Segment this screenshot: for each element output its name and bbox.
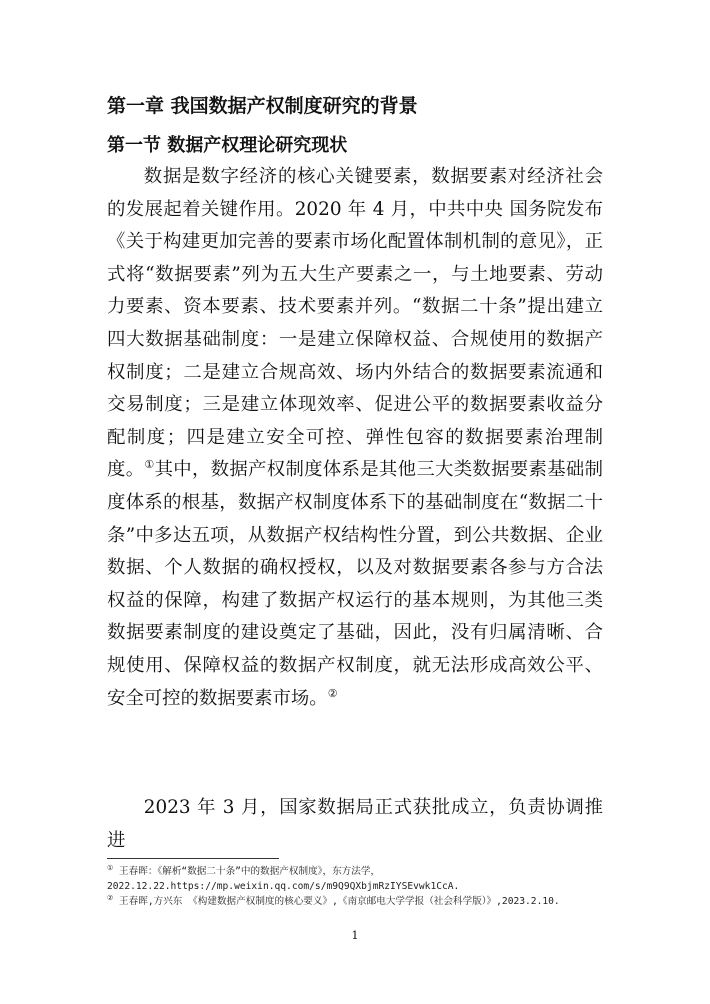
section-title: 第一节 数据产权理论研究现状 (107, 135, 348, 156)
footnote-ref-1[interactable]: ① (144, 458, 155, 472)
footnote-divider (107, 858, 279, 859)
footnote-2 (107, 894, 607, 909)
footnote-ref-2[interactable]: ② (327, 686, 338, 700)
chapter-title: 第一章 我国数据产权制度研究的背景 (107, 95, 418, 117)
body-paragraph-2: 2023 年 3 月，国家数据局正式获批成立，负责协调推进 (107, 797, 603, 851)
paragraph-1-text-b: 其中，数据产权制度体系是其他三大类数据要素基础制度体系的根基，数据产权制度体系下的基础制度在“数据二十条”中多达五项，从数据产权结构性分置，到公共数据、企业数据、个人数据的确权授权，以及对数据要素各参与方合法权益的保障，构建了数据产权运行的基本规则，为其他三类数据要素制度的建设奠定了基础，因此，没有归属清晰、合规使用、保障权益的数据产权制度，就无法形成高效公平、安全可控的数据要素市场。 (107, 459, 603, 709)
footnote-1 (107, 864, 607, 879)
footnote-1-text: 王春晖：《解析“数据二十条”中的数据产权制度》，东方法学， (113, 866, 381, 877)
footnote-1-continuation[interactable]: 2022.12.22.https://mp.weixin.qq.com/s/m9Q9QXbjmRzIYSEvwk1CcA. (107, 881, 460, 892)
footnote-2-text: 王春晖,方兴东 《构建数据产权制度的核心要义》,《南京邮电大学学报（社会科学版）》,2023.2.10. (113, 896, 560, 907)
paragraph-1-text-a: 数据是数字经济的核心关键要素，数据要素对经济社会的发展起着关键作用。2020 年 4 月，中共中央 国务院发布《关于构建更加完善的要素市场化配置体制机制的意见》，正式将“数据要素”列为五大生产要素之一，与土地要素、劳动力要素、资本要素、技术要素并列。“数据二十条”提出建立四大数据基础制度：一是建立保障权益、合规使用的数据产权制度；二是建立合规高效、场内外结合的数据要素流通和交易制度；三是建立体现效率、促进公平的数据要素收益分配制度；四是建立安全可控、弹性包容的数据要素治理制度。 (107, 166, 603, 481)
footnotes (107, 864, 607, 909)
footnote-2-marker: ② (107, 893, 114, 902)
footnote-1-marker: ① (107, 863, 114, 872)
body-paragraph-1 (107, 161, 603, 715)
page-number: 1 (351, 929, 359, 942)
